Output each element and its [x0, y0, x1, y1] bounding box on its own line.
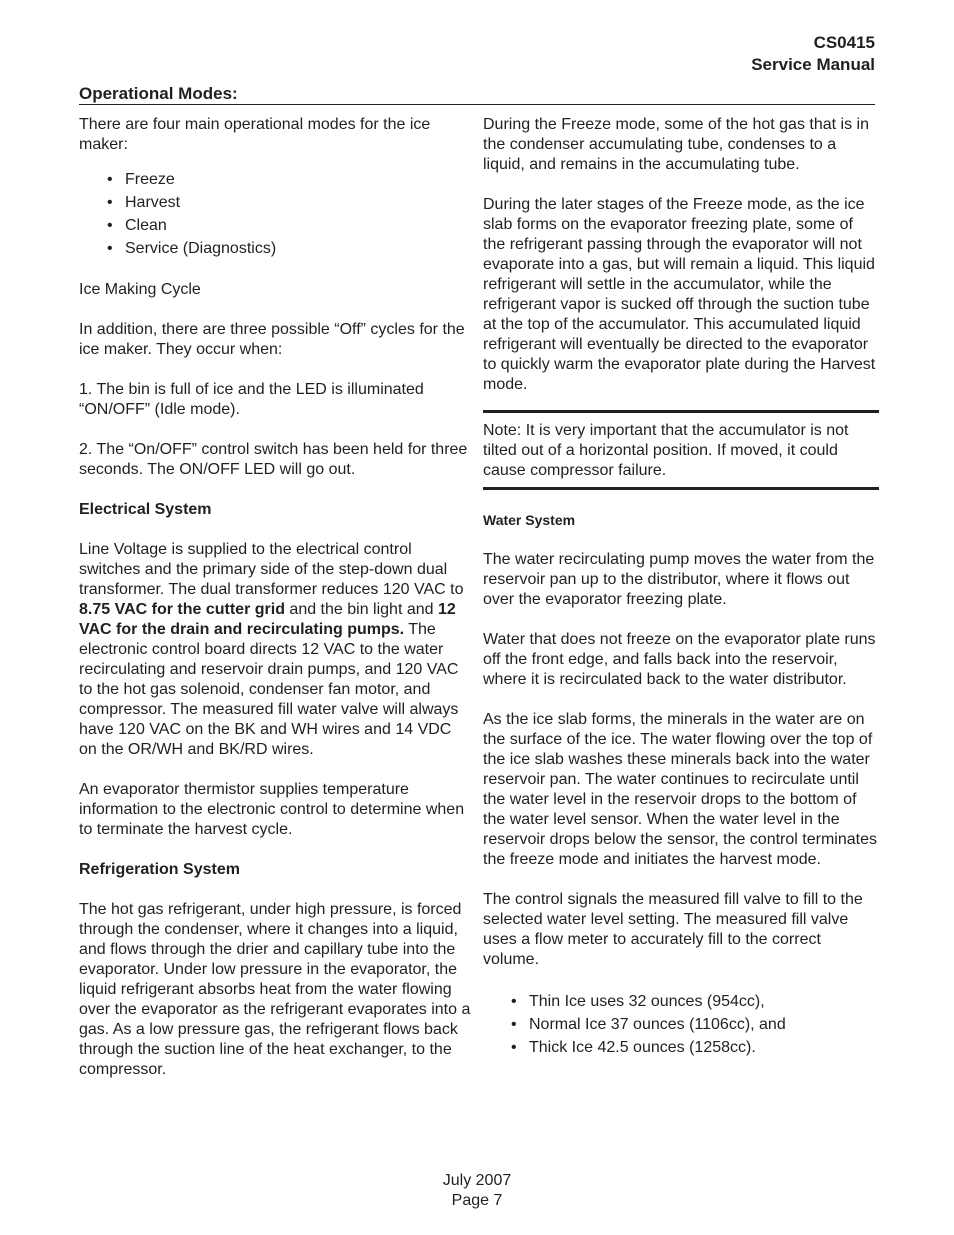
text-run: The electronic control board directs 12 VAC to the water recirculating and reservoir drain pumps, and 120 VAC to the hot gas solenoid, condenser fan motor, and compressor. The measured fill water valve will always have 120 VAC on the BK and WH wires and 14 VDC on the OR/WH and BK/RD wires.: [79, 621, 459, 758]
page-footer: [0, 1171, 954, 1211]
list-item: • Thin Ice uses 32 ounces (954cc),: [483, 990, 879, 1013]
page-number: Page 7: [451, 1192, 503, 1209]
section-title: Operational Modes:: [79, 84, 238, 103]
water-heading: Water System: [483, 512, 576, 528]
modes-intro: There are four main operational modes for the ice maker:: [79, 116, 431, 153]
electrical-heading: Electrical System: [79, 501, 212, 518]
emphasis-pumps: 12 VAC for the drain and recirculating pumps.: [79, 601, 456, 638]
text-run: Line Voltage is supplied to the electrical control switches and the primary side of the step-down dual transformer. The dual transformer reduces 120 VAC to: [79, 541, 464, 598]
list-item: • Thick Ice 42.5 ounces (1258cc).: [483, 1036, 879, 1059]
off-cycle-1: 1. The bin is full of ice and the LED is illuminated “ON/OFF” (Idle mode).: [79, 381, 424, 418]
note-text: Note: It is very important that the accumulator is not tilted out of a horizontal position. If moved, it could cause compressor failure.: [483, 422, 849, 479]
left-column: [79, 115, 471, 1080]
section-divider: [79, 104, 875, 105]
water-paragraph-1: The water recirculating pump moves the water from the reservoir pan up to the distributor, where it flows out over the evaporator freezing plate.: [483, 551, 875, 608]
freeze-paragraph-1: During the Freeze mode, some of the hot gas that is in the condenser accumulating tube, condenses to a liquid, and remains in the accumulating tube.: [483, 116, 869, 173]
document-header: [751, 32, 875, 76]
refrigeration-heading: Refrigeration System: [79, 861, 240, 878]
electrical-paragraph-1: [79, 540, 471, 760]
off-cycles-intro: In addition, there are three possible “Off” cycles for the ice maker. They occur when:: [79, 321, 465, 358]
emphasis-cutter-grid: 8.75 VAC for the cutter grid: [79, 601, 285, 618]
ice-settings-list: [483, 990, 879, 1059]
document-type: Service Manual: [751, 55, 875, 74]
electrical-paragraph-2: An evaporator thermistor supplies temperature information to the electronic control to determine when to terminate the harvest cycle.: [79, 781, 465, 838]
water-paragraph-3: As the ice slab forms, the minerals in the water are on the surface of the ice. The water flowing over the top of the ice slab washes these minerals back into the water reservoir pan. The water continues to recirculate until the water level in the reservoir drops to the bottom of the water level sensor. When the water level in the reservoir drops below the sensor, the control terminates the freeze mode and initiates the harvest mode.: [483, 711, 877, 868]
water-paragraph-2: Water that does not freeze on the evaporator plate runs off the front edge, and falls back into the reservoir, where it is recirculated back to the water distributor.: [483, 631, 876, 688]
modes-list: [79, 168, 471, 260]
footer-date: July 2007: [442, 1172, 512, 1189]
list-item: • Service (Diagnostics): [79, 237, 471, 260]
list-item: • Clean: [79, 214, 471, 237]
ice-making-cycle: Ice Making Cycle: [79, 281, 201, 298]
list-item: • Freeze: [79, 168, 471, 191]
off-cycle-2: 2. The “On/OFF” control switch has been held for three seconds. The ON/OFF LED will go out.: [79, 441, 468, 478]
note-box: [483, 410, 879, 490]
freeze-paragraph-2: During the later stages of the Freeze mode, as the ice slab forms on the evaporator freezing plate, some of the refrigerant passing through the evaporator will not evaporate into a gas, but will remain a liquid. This liquid refrigerant will settle in the accumulator, while the refrigerant vapor is sucked off through the suction tube at the top of the accumulator. This accumulated liquid refrigerant will eventually be directed to the evaporator to quickly warm the evaporator plate during the Harvest mode.: [483, 196, 876, 393]
refrigeration-paragraph: The hot gas refrigerant, under high pressure, is forced through the condenser, where it changes into a liquid, and flows through the drier and capillary tube into the evaporator. Under low pressure in the evaporator, the liquid refrigerant absorbs heat from the water flowing over the evaporator as the refrigerant evaporates into a gas. As a low pressure gas, the refrigerant flows back through the suction line of the heat exchanger, to the compressor.: [79, 901, 471, 1078]
document-code: CS0415: [813, 33, 875, 52]
text-run: and the bin light and: [284, 601, 438, 618]
water-paragraph-4: The control signals the measured fill valve to fill to the selected water level setting. The measured fill valve uses a flow meter to accurately fill to the correct volume.: [483, 891, 863, 968]
list-item: • Harvest: [79, 191, 471, 214]
list-item: • Normal Ice 37 ounces (1106cc), and: [483, 1013, 879, 1036]
right-column: [483, 115, 879, 1079]
